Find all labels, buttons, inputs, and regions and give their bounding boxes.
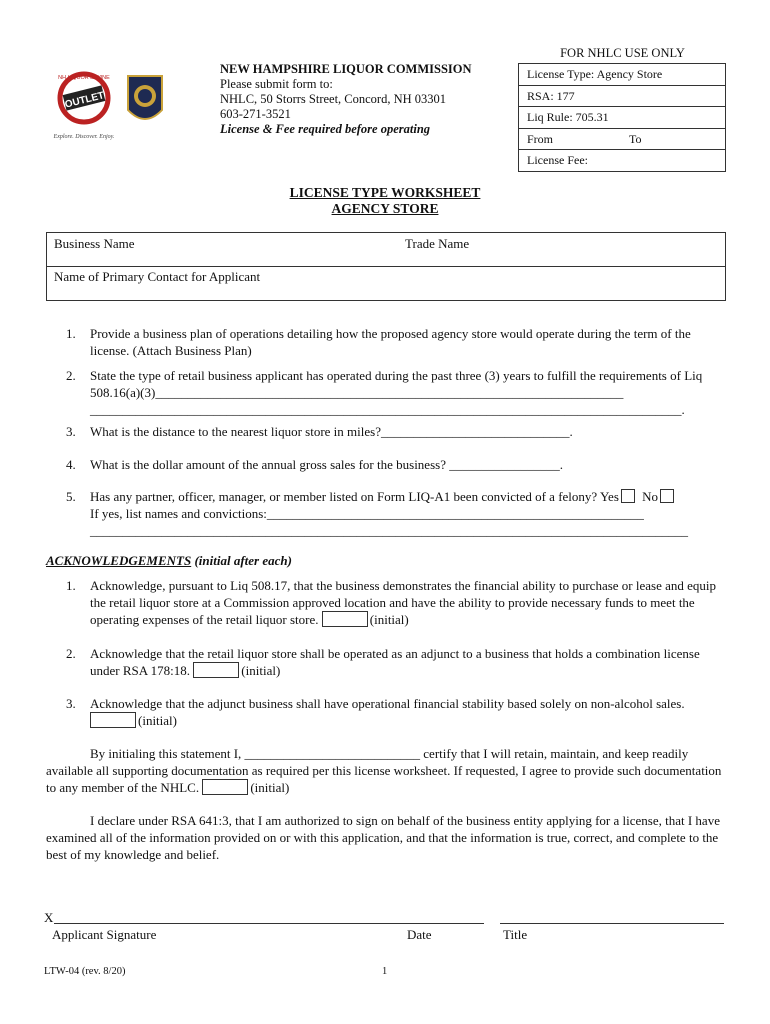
ack-number: 3. (66, 696, 76, 711)
business-name-field[interactable]: Business Name (54, 236, 135, 251)
logo-tagline: Explore. Discover. Enjoy. (53, 134, 115, 140)
ack-heading-text: ACKNOWLEDGEMENTS (46, 553, 192, 568)
felony-question: Has any partner, officer, manager, or member listed on Form LIQ-A1 been convicted of a felony? (90, 489, 598, 504)
question-text[interactable]: What is the dollar amount of the annual gross sales for the business? _________________. (90, 457, 563, 472)
worksheet-title: LICENSE TYPE WORKSHEET (289, 185, 481, 200)
question-number: 1. (66, 326, 76, 341)
nhlc-use-caption: FOR NHLC USE ONLY (560, 46, 685, 60)
initial-label: (initial) (241, 663, 281, 678)
primary-contact-field[interactable]: Name of Primary Contact for Applicant (54, 269, 261, 284)
yes-label: Yes (599, 489, 619, 504)
worksheet-subtitle: AGENCY STORE (331, 201, 439, 216)
convictions-field[interactable]: If yes, list names and convictions:__________________________________________________________ ____________________________________________________________________________________________ (90, 506, 688, 538)
trade-name-field[interactable]: Trade Name (405, 236, 470, 251)
nh-outlet-logo (50, 66, 190, 146)
ack-text: Acknowledge that the retail liquor store shall be operated as an adjunct to a business that holds a combination license under RSA 178:18. (90, 646, 700, 678)
nhlc-license-fee[interactable]: License Fee: (527, 153, 588, 167)
certify-initial-label: (initial) (250, 780, 290, 795)
nhlc-liq-rule: Liq Rule: 705.31 (519, 107, 725, 129)
ack-text: Acknowledge, pursuant to Liq 508.17, that the business demonstrates the financial ability to purchase or lease and equip the retail liquor store at a Commission approved location and have the ability to provide necessary funds to meet the operating expenses of the retail liquor store. (90, 578, 717, 627)
question-1 (66, 325, 726, 359)
form-id: LTW-04 (rev. 8/20) (44, 966, 126, 977)
initial-box[interactable] (193, 662, 239, 678)
question-text: Provide a business plan of operations detailing how the proposed agency store would operate during the term of the license. (Attach Business Plan) (90, 326, 691, 358)
ack-2 (66, 645, 726, 679)
acknowledgements-heading (46, 553, 292, 569)
question-number: 5. (66, 489, 76, 504)
declaration: I declare under RSA 641:3, that I am authorized to sign on behalf of the business entity applying for a license, that I have examined all of the information provided on or with this application, and that the information is true, correct, and complete to the best of my knowledge and belief. (46, 813, 720, 862)
seal-emblem-inner (138, 89, 152, 103)
ack-number: 1. (66, 578, 76, 593)
initial-box[interactable] (322, 611, 368, 627)
certify-initial-box[interactable] (202, 779, 248, 795)
business-info-box (46, 232, 726, 301)
certify-statement (46, 745, 726, 796)
ack-1 (66, 577, 726, 628)
no-checkbox[interactable] (660, 489, 674, 503)
question-2[interactable] (66, 367, 726, 418)
date-label: Date (407, 927, 432, 942)
question-text[interactable]: What is the distance to the nearest liquor store in miles?_____________________________. (90, 424, 573, 439)
ack-3 (66, 695, 726, 729)
ack-number: 2. (66, 646, 76, 661)
title-label: Title (503, 927, 528, 942)
commission-header (220, 62, 472, 137)
logo-outlet-text: OUTLET (63, 90, 106, 111)
nhlc-to-label: To (629, 131, 642, 146)
initial-box[interactable] (90, 712, 136, 728)
page-number: 1 (382, 966, 388, 977)
question-number: 2. (66, 368, 76, 383)
box-divider (47, 266, 725, 267)
yes-checkbox[interactable] (621, 489, 635, 503)
question-5[interactable] (66, 488, 726, 539)
nhlc-date-range[interactable] (519, 129, 725, 151)
commission-phone: 603-271-3521 (220, 107, 291, 121)
title-line[interactable] (500, 923, 724, 924)
commission-name: NEW HAMPSHIRE LIQUOR COMMISSION (220, 62, 472, 76)
question-text (90, 488, 726, 539)
ack-text: Acknowledge that the adjunct business shall have operational financial stability based solely on non-alcohol sales. (90, 696, 685, 711)
certify-text[interactable]: By initialing this statement I, ___________________________ certify that I will retain, maintain, and keep readily available all supporting documentation as required per this license worksheet. If requested, I agree to provide such documentation to any member of the NHLC. (46, 746, 722, 795)
nhlc-rsa: RSA: 177 (519, 86, 725, 108)
nhlc-from-label: From (527, 131, 554, 146)
no-label: No (642, 489, 659, 504)
commission-address: NHLC, 50 Storrs Street, Concord, NH 03301 (220, 92, 447, 106)
question-4[interactable] (66, 456, 726, 473)
question-text[interactable]: State the type of retail business applicant has operated during the past three (3) years to fulfill the requirements of Liq 508.16(a)(3)________________________________________________________________________ ___________________________________________________________________________________________. (90, 368, 703, 417)
signature-x: X (44, 910, 54, 925)
ack-heading-note: (initial after each) (194, 553, 292, 568)
submit-instruction: Please submit form to: (220, 77, 333, 91)
signature-line[interactable] (54, 923, 484, 924)
nhlc-license-type: License Type: Agency Store (519, 64, 725, 86)
question-3[interactable] (66, 423, 726, 440)
license-fee-note: License & Fee required before operating (220, 122, 431, 136)
logos (50, 66, 190, 146)
initial-label: (initial) (138, 713, 177, 728)
question-number: 4. (66, 457, 76, 472)
nhlc-use-box (518, 63, 726, 172)
question-number: 3. (66, 424, 76, 439)
logo-ring-text: NH LIQUOR & WINE (58, 75, 110, 81)
initial-label: (initial) (369, 612, 409, 627)
applicant-signature-label: Applicant Signature (52, 927, 157, 942)
